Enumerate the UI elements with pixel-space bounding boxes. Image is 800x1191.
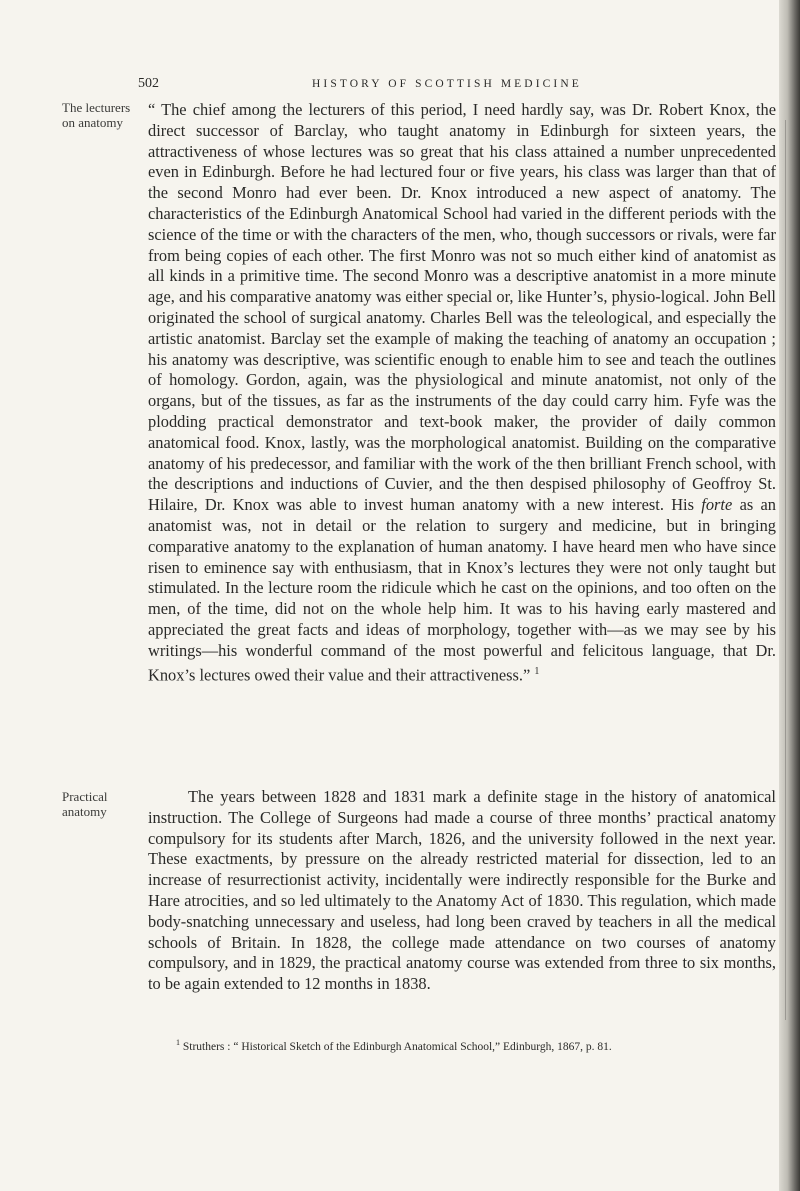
footnote-text: Struthers : “ Historical Sketch of the Edinburgh Anatomical School,” Edinburgh, 1867, p. 81.	[180, 1040, 612, 1053]
sidenote-line: The lecturers	[62, 100, 131, 115]
page-edge-shadow	[779, 0, 800, 1191]
sidenote-line: on anatomy	[62, 115, 124, 130]
paragraph-text: as an anatomist was, not in detail or the relation to surgery and medicine, but in bringing comparative anatomy to the explanation of human anatomy. I have heard men who have since risen to eminence say with enthusiasm, that in Knox’s lectures they were not only taught but stimulated. In the lecture room the ridicule which he cast on the opinions, and too often on the men, of the time, did not on the whole help him. It was to his having early mastered and appreciated the great facts and ideas of morphology, together with—as we may see by his writings—his wonderful command of the most powerful and felicitous language, that Dr. Knox’s lectures owed their value and their attractiveness.”	[148, 495, 776, 684]
sidenote-practical	[62, 789, 142, 819]
paragraph-knox-quote	[148, 100, 776, 686]
paragraph-text: The years between 1828 and 1831 mark a definite stage in the history of anatomical instruction. The College of Surgeons had made a course of three months’ practical anatomy compulsory for its students after March, 1826, and the university followed in the next year. These exactments, by pressure on the already restricted material for dissection, led to an increase of resurrectionist activity, incidentally were indirectly responsible for the Burke and Hare atrocities, and so led ultimately to the Anatomy Act of 1830. This regulation, which made body-snatching unnecessary and useless, had long been craved by teachers in all the medical schools of Britain. In 1828, the college made attendance on two courses of anatomy compulsory, and in 1829, the practical anatomy course was extended from three to six months, to be again extended to 12 months in 1838.	[148, 787, 776, 994]
page-number: 502	[138, 76, 159, 91]
page-edge-line	[785, 120, 786, 1020]
sidenote-lecturers	[62, 100, 142, 130]
sidenote-line: Practical	[62, 789, 108, 804]
paragraph-text: “ The chief among the lecturers of this period, I need hardly say, was Dr. Robert Knox, the direct successor of Barclay, who taught anatomy in Edinburgh for sixteen years, the attractiveness of whose lectures was so great that his class attained a number unprecedented even in Edinburgh. Before he had lectured four or five years, his class was larger than that of the second Monro had ever been. Dr. Knox introduced a new aspect of anatomy. The characteristics of the Edinburgh Anatomical School had varied in the different periods with the science of the time or with the characters of the men, who, though successors or rivals, were far from being copies of each other. The first Monro was not so much either kind of anatomist as all kinds in a primitive time. The second Monro was a descriptive anatomist in a more minute age, and his comparative anatomy was either special or, like Hunter’s, physio-logical. John Bell originated the school of surgical anatomy. Charles Bell was the teleological, and especially the artistic anatomist. Barclay set the example of making the teaching of anatomy an occupation ; his anatomy was descriptive, was scientific enough to enable him to see and teach the outlines of homology. Gordon, again, was the physiological and minute anatomist, not only of the organs, but of the tissues, as far as the instruments of the day could carry him. Fyfe was the plodding practical demonstrator and text-book maker, the provider of daily common anatomical food. Knox, lastly, was the morphological anatomist. Building on the comparative anatomy of his predecessor, and familiar with the work of the then brilliant French school, with the descriptions and inductions of Cuvier, and the then despised philosophy of Geoffroy St. Hilaire, Dr. Knox was able to invest human anatomy with a new interest. His	[148, 100, 776, 515]
sidenote-line: anatomy	[62, 804, 107, 819]
footnote	[176, 1036, 776, 1054]
footnote-marker: 1	[176, 1038, 180, 1047]
page-header	[0, 76, 800, 96]
running-title: HISTORY OF SCOTTISH MEDICINE	[312, 78, 582, 90]
paragraph-practical-anatomy	[148, 787, 776, 995]
italic-word: forte	[701, 495, 733, 515]
footnote-reference: 1	[534, 665, 540, 677]
